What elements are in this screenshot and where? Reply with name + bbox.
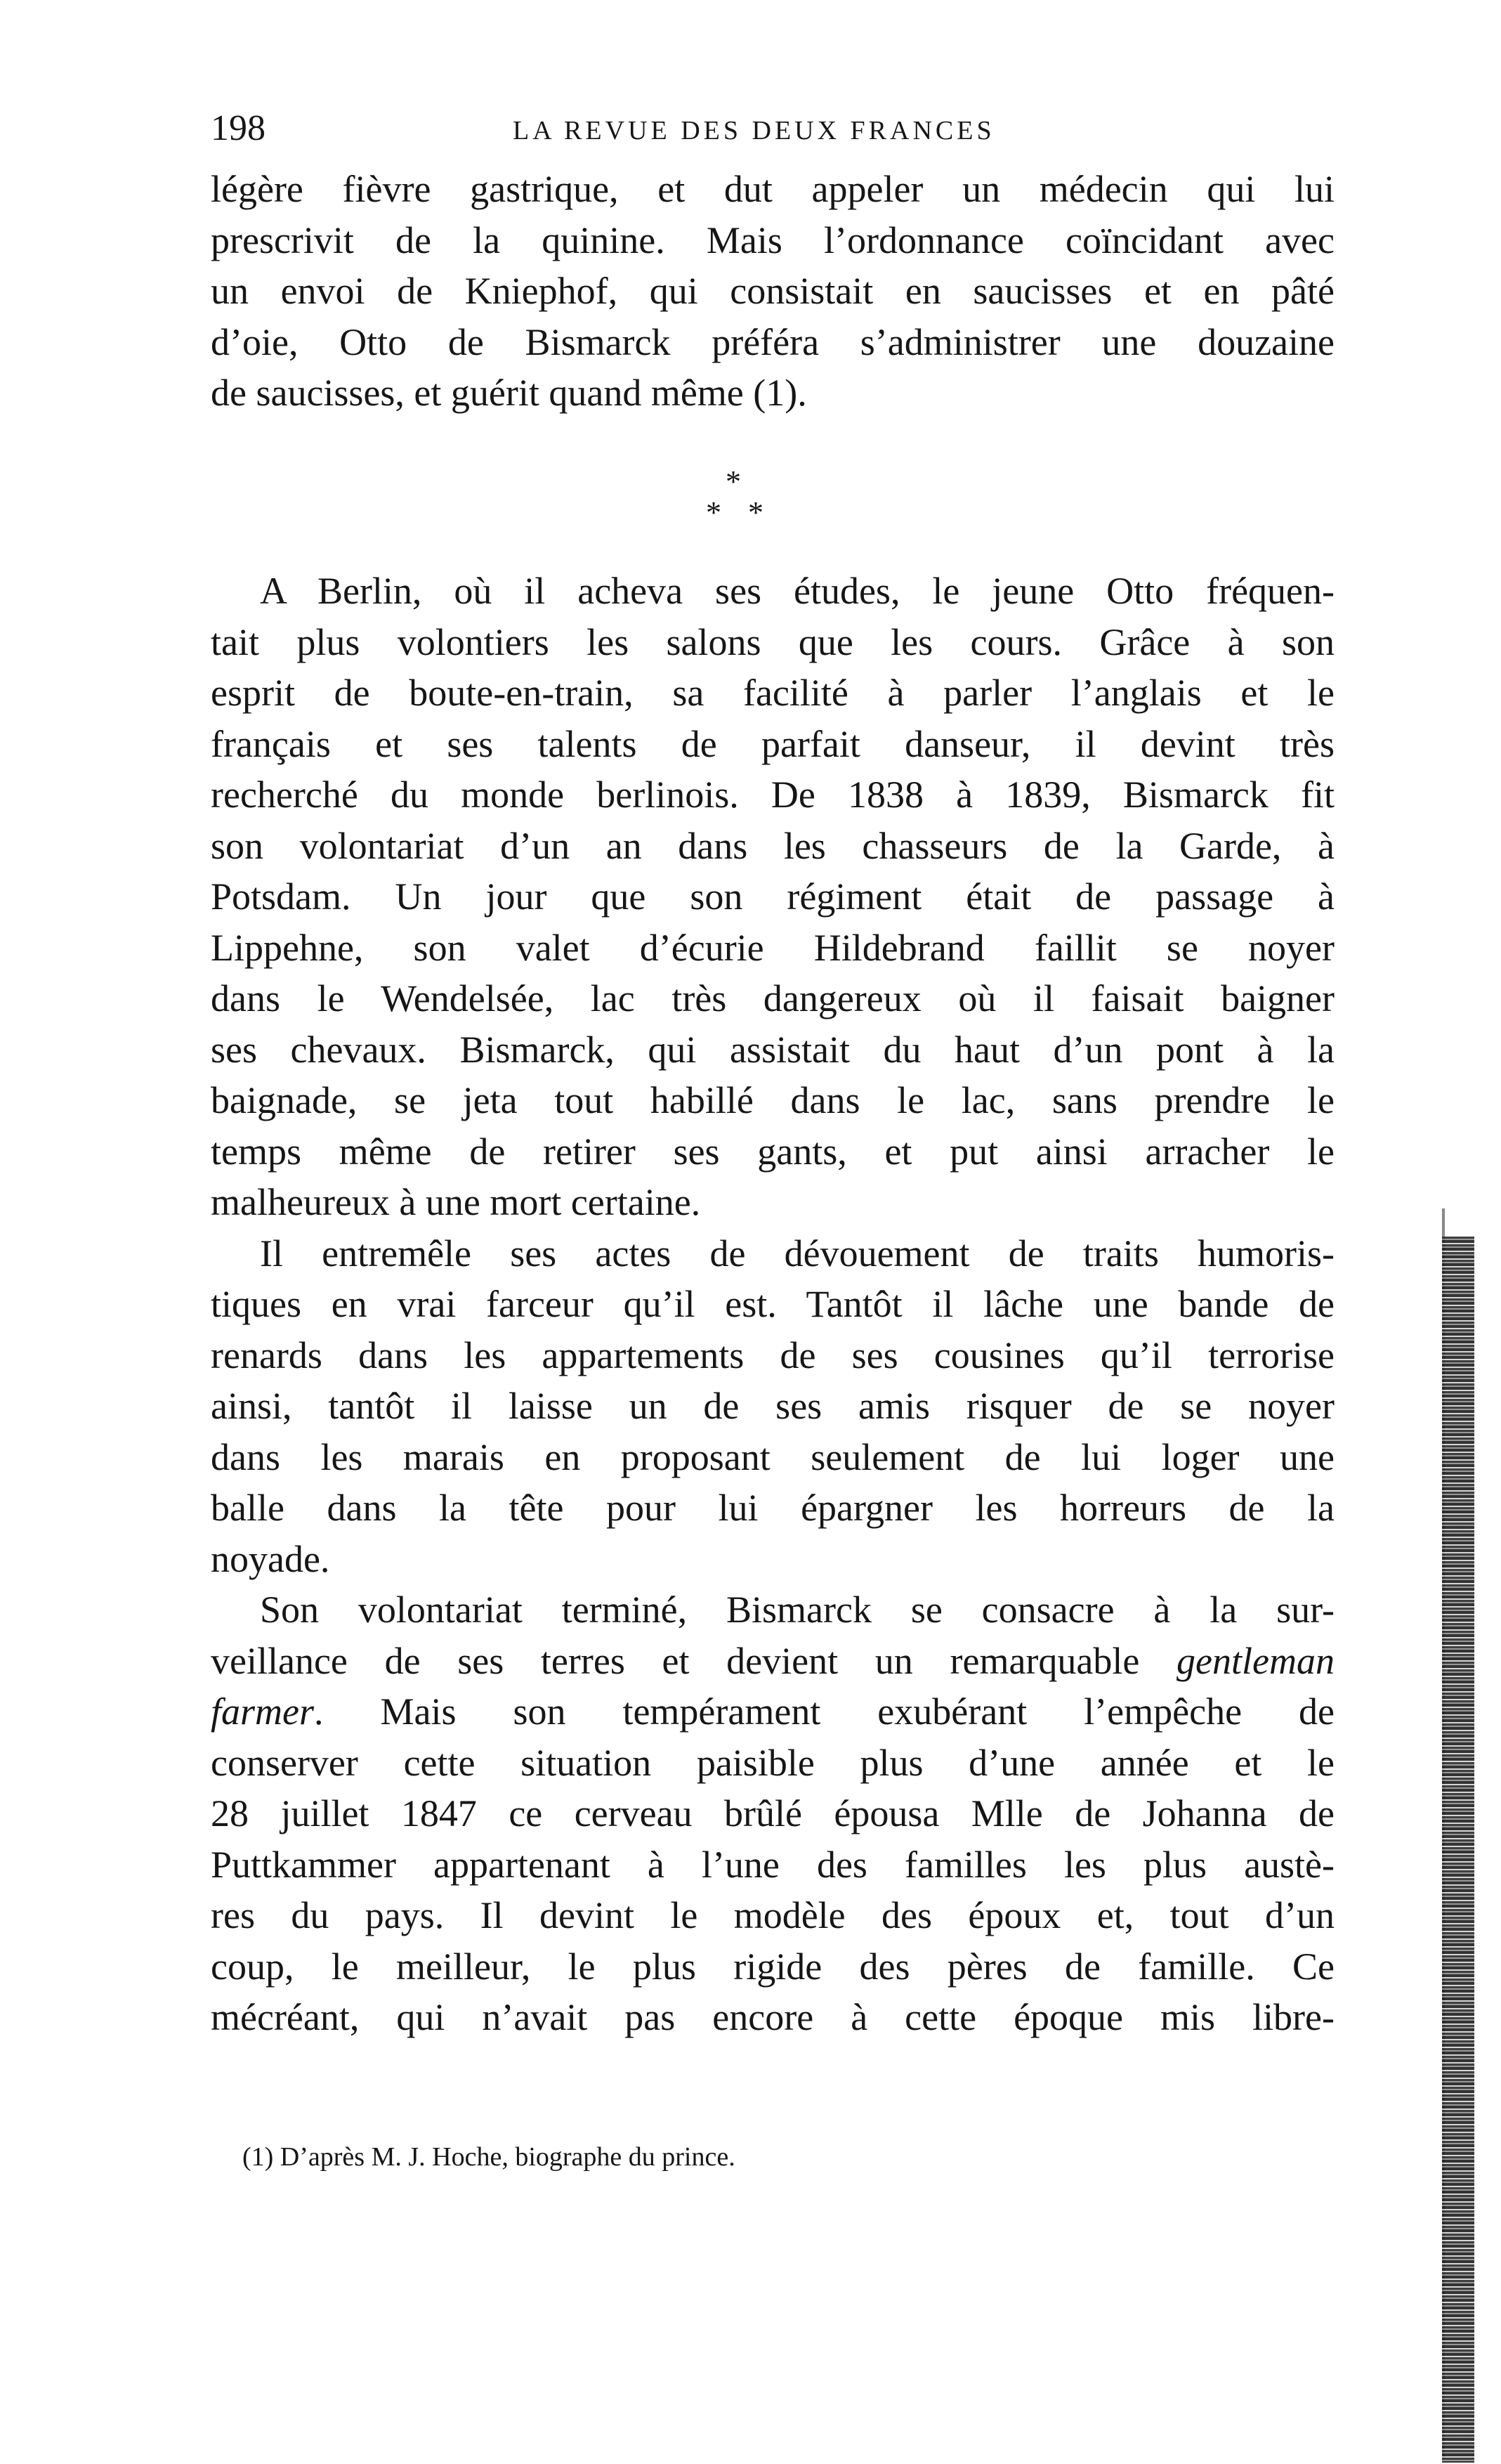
italic-term: farmer bbox=[211, 1690, 314, 1733]
text-line: balle dans la tête pour lui épargner les horreurs de la bbox=[211, 1487, 1335, 1529]
asterism-separator bbox=[692, 464, 804, 548]
text-segment: . Mais son tempérament exubérant l’empêche de bbox=[314, 1690, 1335, 1733]
body-text bbox=[211, 566, 1335, 2043]
paragraph-continued bbox=[211, 164, 1335, 419]
text-line bbox=[211, 1686, 1335, 1738]
text-line: dans les marais en proposant seulement de lui loger une bbox=[211, 1435, 1335, 1478]
text-line: 28 juillet 1847 ce cerveau brûlé épousa Mlle de Johanna de bbox=[211, 1792, 1335, 1834]
text-line: coup, le meilleur, le plus rigide des pères de famille. Ce bbox=[211, 1945, 1335, 1988]
text-line: Lippehne, son valet d’écurie Hildebrand faillit se noyer bbox=[211, 926, 1335, 969]
text-line: tiques en vrai farceur qu’il est. Tantôt il lâche une bande de bbox=[211, 1283, 1335, 1325]
text-line: ses chevaux. Bismarck, qui assistait du haut d’un pont à la bbox=[211, 1028, 1335, 1071]
text-line: français et ses talents de parfait danseur, il devint très bbox=[211, 722, 1335, 765]
text-line: un envoi de Kniephof, qui consistait en saucisses et en pâté bbox=[211, 270, 1335, 312]
running-title: LA REVUE DES DEUX FRANCES bbox=[513, 116, 995, 145]
text-line: d’oie, Otto de Bismarck préféra s’administrer une douzaine bbox=[211, 320, 1335, 363]
asterisk-glyph: * bbox=[726, 464, 741, 499]
text-segment: veillance de ses terres et devient un remarquable bbox=[211, 1639, 1177, 1682]
text-line: conserver cette situation paisible plus d’une année et le bbox=[211, 1741, 1335, 1784]
text-line: noyade. bbox=[211, 1537, 330, 1580]
text-line: temps même de retirer ses gants, et put ainsi arracher le bbox=[211, 1130, 1335, 1173]
footnote: (1) D’après M. J. Hoche, biographe du prince. bbox=[242, 2142, 735, 2172]
text-line: tait plus volontiers les salons que les cours. Grâce à son bbox=[211, 620, 1335, 663]
asterisk-glyph: * bbox=[706, 495, 721, 530]
text-line: Il entremêle ses actes de dévouement de traits humoris- bbox=[260, 1232, 1335, 1275]
text-line: de saucisses, et guérit quand même (1). bbox=[211, 372, 807, 414]
text-line: baignade, se jeta tout habillé dans le lac, sans prendre le bbox=[211, 1079, 1335, 1121]
text-line: légère fièvre gastrique, et dut appeler un médecin qui lui bbox=[211, 168, 1335, 210]
text-line: A Berlin, où il acheva ses études, le jeune Otto fréquen- bbox=[260, 570, 1335, 612]
scan-edge-artifact bbox=[1442, 1237, 1474, 2463]
text-line: recherché du monde berlinois. De 1838 à 1839, Bismarck fit bbox=[211, 774, 1335, 816]
text-line: malheureux à une mort certaine. bbox=[211, 1181, 701, 1223]
italic-term: gentleman bbox=[1176, 1639, 1335, 1682]
text-line: res du pays. Il devint le modèle des époux et, tout d’un bbox=[211, 1894, 1335, 1936]
text-line: renards dans les appartements de ses cousines qu’il terrorise bbox=[211, 1334, 1335, 1376]
text-line: mécréant, qui n’avait pas encore à cette époque mis libre- bbox=[211, 1996, 1335, 2038]
text-line: Potsdam. Un jour que son régiment était de passage à bbox=[211, 875, 1335, 918]
text-line: Puttkammer appartenant à l’une des familles les plus austè- bbox=[211, 1843, 1335, 1886]
text-line: son volontariat d’un an dans les chasseurs de la Garde, à bbox=[211, 824, 1335, 867]
page-number: 198 bbox=[211, 108, 266, 148]
text-line: prescrivit de la quinine. Mais l’ordonnance coïncidant avec bbox=[211, 219, 1335, 261]
page-header bbox=[211, 104, 1335, 153]
asterisk-glyph: * bbox=[748, 495, 763, 530]
text-line: esprit de boute-en-train, sa facilité à parler l’anglais et le bbox=[211, 672, 1335, 714]
text-line: ainsi, tantôt il laisse un de ses amis risquer de se noyer bbox=[211, 1385, 1335, 1427]
text-line bbox=[211, 1636, 1335, 1687]
text-line: dans le Wendelsée, lac très dangereux où il faisait baigner bbox=[211, 977, 1335, 1019]
text-line: Son volontariat terminé, Bismarck se consacre à la sur- bbox=[260, 1589, 1335, 1631]
